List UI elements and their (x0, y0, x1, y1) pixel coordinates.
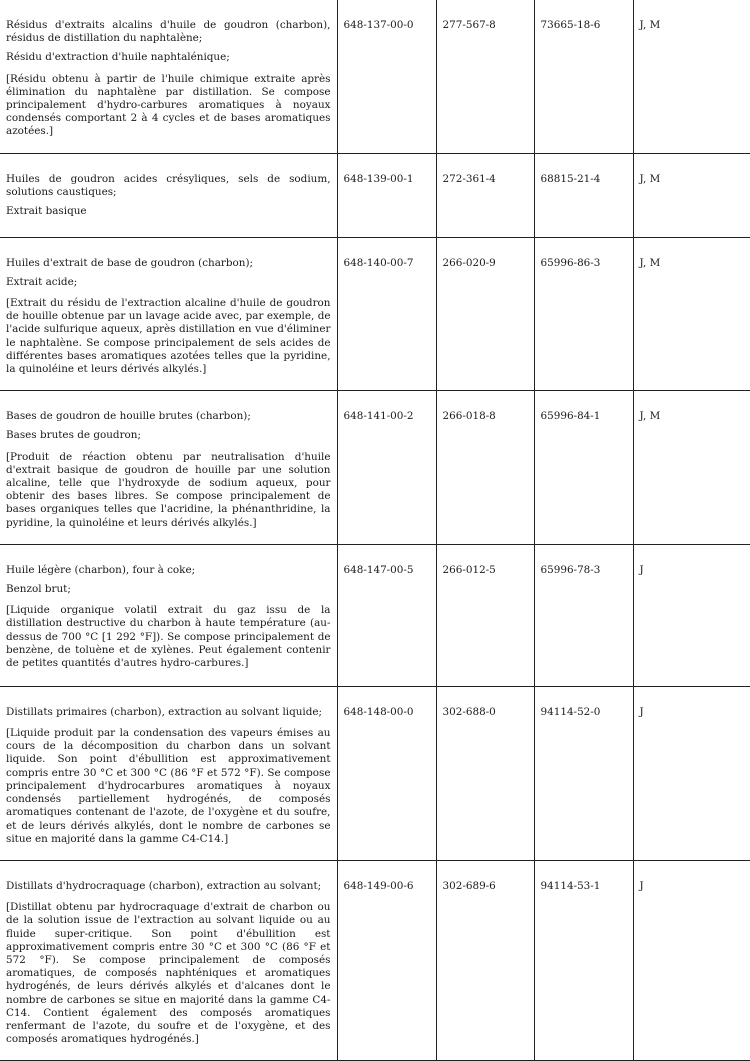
cas-number: 73665-18-6 (534, 0, 633, 153)
substance-explanation: [Résidu obtenu à partir de l'huile chimique extraite après élimination du naphtalène par distillation. Se compose principalement d'hydro-carbures aromatiques à noyaux condensés comportant 2 à 4 cycles et de bases aromatiques azotées.] (6, 72, 331, 138)
notes: J, M (633, 153, 750, 237)
cas-number: 68815-21-4 (534, 153, 633, 237)
substance-name: Distillats primaires (charbon), extraction au solvant liquide; (6, 705, 323, 718)
notes: J, M (633, 0, 750, 153)
substance-explanation: [Extrait du résidu de l'extraction alcaline d'huile de goudron de houille obtenue par un lavage acide avec, par exemple, de l'acide sulfurique aqueux, après distillation en vue d'éliminer le naphtalène. Se compose principalement de sels acides de différentes bases aromatiques azotées telles que la pyridine, la quinoléine et leurs dérivés alkylés.] (6, 297, 331, 376)
substance-description (0, 686, 337, 860)
ec-number: 266-018-8 (436, 391, 534, 545)
cas-number: 94114-53-1 (534, 860, 633, 1060)
ec-number: 266-012-5 (436, 544, 534, 686)
substance-name: Huiles d'extrait de base de goudron (charbon); (6, 256, 254, 269)
notes: J, M (633, 391, 750, 545)
index-number: 648-147-00-5 (337, 544, 436, 686)
substance-explanation: [Liquide produit par la condensation des vapeurs émises au cours de la décomposition du charbon dans un solvant liquide. Son point d'ébullition est approximativement compris entre 30 °C et 300 °C (86 °F et 572 °F). Se compose principalement d'hydrocarbures aromatiques à noyaux condensés partiellement hydrogénés, de composés aromatiques contenant de l'azote, de l'oxygène et du soufre, et de leurs dérivés alkylés, dont le nombre de carbones se situe en majorité dans la gamme C4-C14.] (6, 727, 331, 845)
cas-number: 94114-52-0 (534, 686, 633, 860)
substance-description (0, 544, 337, 686)
ec-number: 302-689-6 (436, 860, 534, 1060)
substance-synonym: Extrait acide; (6, 275, 78, 288)
notes: J, M (633, 237, 750, 391)
notes: J (633, 686, 750, 860)
ec-number: 302-688-0 (436, 686, 534, 860)
substance-explanation: [Produit de réaction obtenu par neutralisation d'huile d'extrait basique de goudron de houille par une solution alcaline, telle que l'hydroxyde de sodium aqueux, pour obtenir des bases libres. Se compose principalement de bases organiques telles que l'acridine, la phénanthridine, la pyridine, la quinoléine et leurs dérivés alkylés.] (6, 450, 331, 529)
substance-name: Huiles de goudron acides crésyliques, sels de sodium, solutions caustiques; (6, 172, 331, 198)
substance-synonym: Résidu d'extraction d'huile naphtalénique; (6, 51, 230, 64)
substance-description (0, 860, 337, 1060)
index-number: 648-149-00-6 (337, 860, 436, 1060)
substance-description (0, 153, 337, 237)
substance-name: Huile légère (charbon), four à coke; (6, 563, 196, 576)
index-number: 648-140-00-7 (337, 237, 436, 391)
substance-explanation: [Distillat obtenu par hydrocraquage d'extrait de charbon ou de la solution issue de l'extraction au solvant liquide ou au fluide super-critique. Son point d'ébullition est approximativement compris entre 30 °C et 300 °C (86 °F et 572 °F). Se compose principalement de composés aromatiques, de composés naphténiques et aromatiques hydrogénés, de leurs dérivés alkylés et d'alcanes dont le nombre de carbones se situe en majorité dans la gamme C4-C14. Contient également des composés aromatiques renfermant de l'azote, du soufre et de l'oxygène, et des composés aromatiques hydrogénés.] (6, 901, 331, 1046)
cas-number: 65996-86-3 (534, 237, 633, 391)
substance-synonym: Extrait basique (6, 205, 87, 218)
substance-description (0, 391, 337, 545)
notes: J (633, 860, 750, 1060)
ec-number: 272-361-4 (436, 153, 534, 237)
substance-synonym: Bases brutes de goudron; (6, 429, 141, 442)
table-row (0, 153, 750, 237)
substance-explanation: [Liquide organique volatil extrait du gaz issu de la distillation destructive du charbon à haute température (au-dessus de 700 °C [1 292 °F]). Se compose principalement de benzène, de toluène et de xylènes. Peut également contenir de petites quantités d'autres hydro-carbures.] (6, 604, 331, 670)
substance-synonym: Benzol brut; (6, 583, 71, 596)
index-number: 648-139-00-1 (337, 153, 436, 237)
index-number: 648-137-00-0 (337, 0, 436, 153)
table-row (0, 391, 750, 545)
index-number: 648-148-00-0 (337, 686, 436, 860)
table-row (0, 544, 750, 686)
table-row (0, 860, 750, 1060)
cas-number: 65996-78-3 (534, 544, 633, 686)
substance-name: Résidus d'extraits alcalins d'huile de goudron (charbon), résidus de distillation du naphtalène; (6, 19, 331, 45)
notes: J (633, 544, 750, 686)
table-row (0, 686, 750, 860)
ec-number: 266-020-9 (436, 237, 534, 391)
table-row (0, 237, 750, 391)
ec-number: 277-567-8 (436, 0, 534, 153)
table-row (0, 0, 750, 153)
substance-description (0, 237, 337, 391)
index-number: 648-141-00-2 (337, 391, 436, 545)
substance-name: Bases de goudron de houille brutes (charbon); (6, 410, 251, 423)
substance-description (0, 0, 337, 153)
cas-number: 65996-84-1 (534, 391, 633, 545)
substance-name: Distillats d'hydrocraquage (charbon), extraction au solvant; (6, 879, 322, 892)
